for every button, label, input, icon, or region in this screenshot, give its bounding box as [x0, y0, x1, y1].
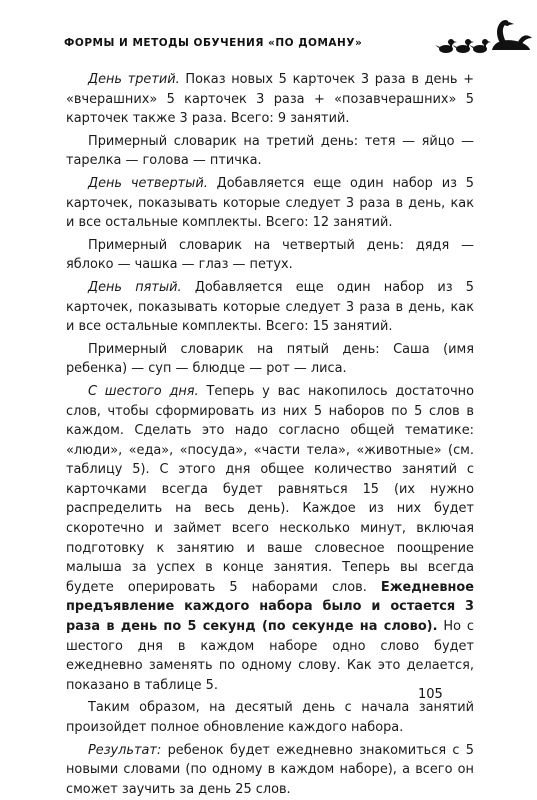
running-header-title: ФОРМЫ И МЕТОДЫ ОБУЧЕНИЯ «ПО ДОМАНУ» [64, 37, 363, 49]
paragraph-summary [66, 698, 474, 737]
paragraph-text: Таким образом, на десятый день с начала занятий произойдет полное обновление каждого набора. [66, 700, 474, 735]
body-text [66, 70, 474, 799]
paragraph-text: Примерный словарик на третий день: тетя — яйцо — тарелка — голова — птичка. [66, 133, 474, 169]
paragraph-day-five [66, 278, 474, 337]
paragraph-text: Но с шестого дня в каждом наборе одно слово будет ежедневно заменять по одному слову. Как это делается, показано в таблице 5. [66, 619, 474, 693]
paragraph-text: ребенок будет ежедневно знакомиться с 5 новыми словами (по одному в каждом наборе), а всего он сможет заучить за день 25 слов. [66, 742, 474, 797]
paragraph-vocabulary-day-five [66, 340, 474, 379]
paragraph-day-four [66, 174, 474, 233]
paragraph-vocabulary-day-four [66, 236, 474, 275]
paragraph-label: С шестого дня. [88, 383, 199, 399]
paragraph-text: Добавляется еще один набор из 5 карточек, показывать которые следует 3 раза в день, как и все остальные комплекты. Всего: 12 занятий. [66, 175, 474, 231]
paragraph-text: Примерный словарик на пятый день: Саша (имя ребенка) — суп — блюдце — рот — лиса. [66, 341, 474, 377]
paragraph-text: Теперь у вас накопилось достаточно слов, чтобы сформировать из них 5 наборов по 5 слов в каждом. Сделать это надо согласно общей тематике: «люди», «еда», «посуда», «части тела», «животные» (см. таблицу 5). С этого дня общее количество занятий с карточками всегда будет равняться 15 (их нужно распределить на весь день). Каждое из них будет скоротечно и займет всего несколько минут, включая подготовку к занятию и ваше словесное поощрение малыша за успех в конце занятия. Теперь вы всегда будете оперировать 5 наборами слов. [66, 383, 474, 595]
paragraph-label: День третий. [88, 72, 180, 87]
paragraph-result [66, 741, 474, 800]
running-header [64, 34, 474, 56]
paragraph-day-three [66, 70, 474, 129]
page-number: 105 [418, 687, 443, 702]
paragraph-from-day-six [66, 382, 474, 696]
paragraph-emphasis: Ежедневное предъявление каждого набора было и остается 3 раза в день по 5 секунд (по секунде на слово). [66, 579, 474, 635]
paragraph-text: Показ новых 5 карточек 3 раза в день + «вчерашних» 5 карточек 3 раза + «позавчерашних» 5 карточек также 3 раза. Всего: 9 занятий. [66, 72, 474, 127]
ducks-and-swan-icon [434, 16, 534, 56]
paragraph-vocabulary-day-three [66, 132, 474, 171]
paragraph-text: Добавляется еще один набор из 5 карточек, показывать которые следует 3 раза в день, как и все остальные комплекты. Всего: 15 занятий. [66, 279, 474, 335]
paragraph-label: День пятый. [88, 279, 182, 295]
paragraph-label: День четвертый. [88, 175, 208, 191]
paragraph-text: Примерный словарик на четвертый день: дядя — яблоко — чашка — глаз — петух. [66, 237, 474, 273]
paragraph-label: Результат: [88, 742, 162, 758]
